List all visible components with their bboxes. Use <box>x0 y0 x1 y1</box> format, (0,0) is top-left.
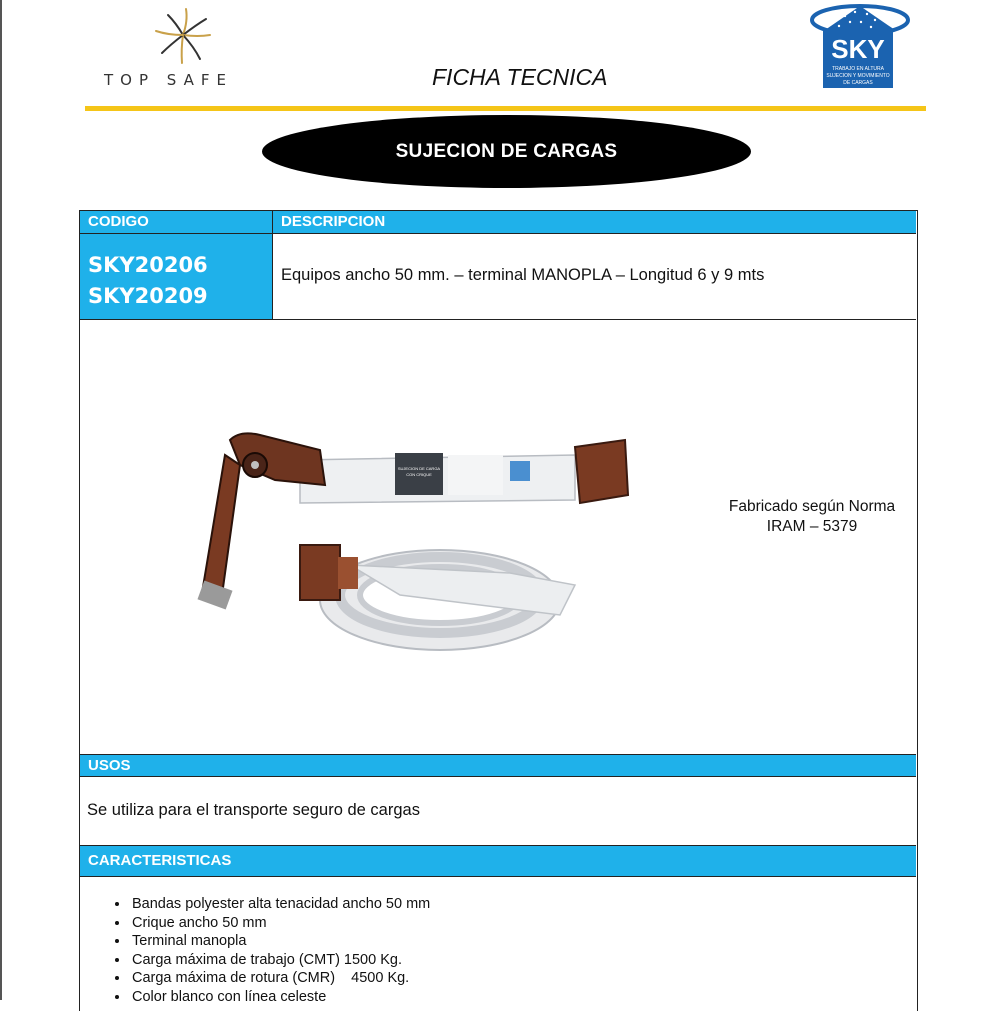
codigo-header: CODIGO <box>80 211 272 233</box>
descripcion-header: DESCRIPCION <box>273 211 916 233</box>
feature-item: • Crique ancho 50 mm <box>130 914 430 933</box>
product-codes <box>80 234 272 319</box>
norm-line: Fabricado según Norma <box>728 498 896 515</box>
sky-logo-tagline-2: SUJECION Y MOVIMIENTO <box>826 73 890 79</box>
coiled-strap <box>320 550 575 650</box>
row-divider <box>80 876 916 877</box>
feature-item: • Carga máxima de rotura (CMR) 4500 Kg. <box>130 969 430 988</box>
upper-hook <box>575 440 628 503</box>
norm-line: IRAM – 5379 <box>766 518 858 535</box>
norm-note <box>712 497 912 537</box>
upper-strap <box>300 453 575 503</box>
strap-label-line: SUJECION DE CARGA <box>397 466 441 471</box>
row-divider <box>80 776 916 777</box>
document-title: FICHA TECNICA <box>432 64 608 90</box>
page-edge <box>0 0 2 1000</box>
usos-text: Se utiliza para el transporte seguro de cargas <box>87 801 420 819</box>
feature-item: • Color blanco con línea celeste <box>130 988 430 1007</box>
feature-item: • Bandas polyester alta tenacidad ancho 50 mm <box>130 895 430 914</box>
header-divider <box>85 106 926 111</box>
caracteristicas-header: CARACTERISTICAS <box>80 846 916 876</box>
product-code: SKY20209 <box>88 284 208 308</box>
top-safe-logo <box>100 5 270 95</box>
feature-item: • Carga máxima de trabajo (CMT) 1500 Kg. <box>130 951 430 970</box>
product-description: Equipos ancho 50 mm. – terminal MANOPLA – Longitud 6 y 9 mts <box>281 266 765 284</box>
top-safe-wordmark: TOP SAFE <box>104 71 233 89</box>
sky-logo <box>805 0 910 92</box>
ratchet-strap-photo <box>180 425 640 670</box>
section-banner <box>262 115 751 188</box>
sky-logo-tagline-3: DE CARGAS <box>843 80 873 86</box>
section-banner-label: SUJECION DE CARGAS <box>395 140 618 162</box>
row-divider <box>80 319 916 320</box>
product-code: SKY20206 <box>88 253 208 277</box>
strap-label-line: CON CRIQUE <box>406 472 432 477</box>
sky-logo-name: SKY <box>831 34 885 64</box>
star-burst-icon <box>148 5 218 65</box>
features-list <box>110 895 430 1006</box>
sky-logo-tagline-1: TRABAJO EN ALTURA <box>832 66 884 72</box>
usos-header: USOS <box>80 755 916 776</box>
feature-item: • Terminal manopla <box>130 932 430 951</box>
